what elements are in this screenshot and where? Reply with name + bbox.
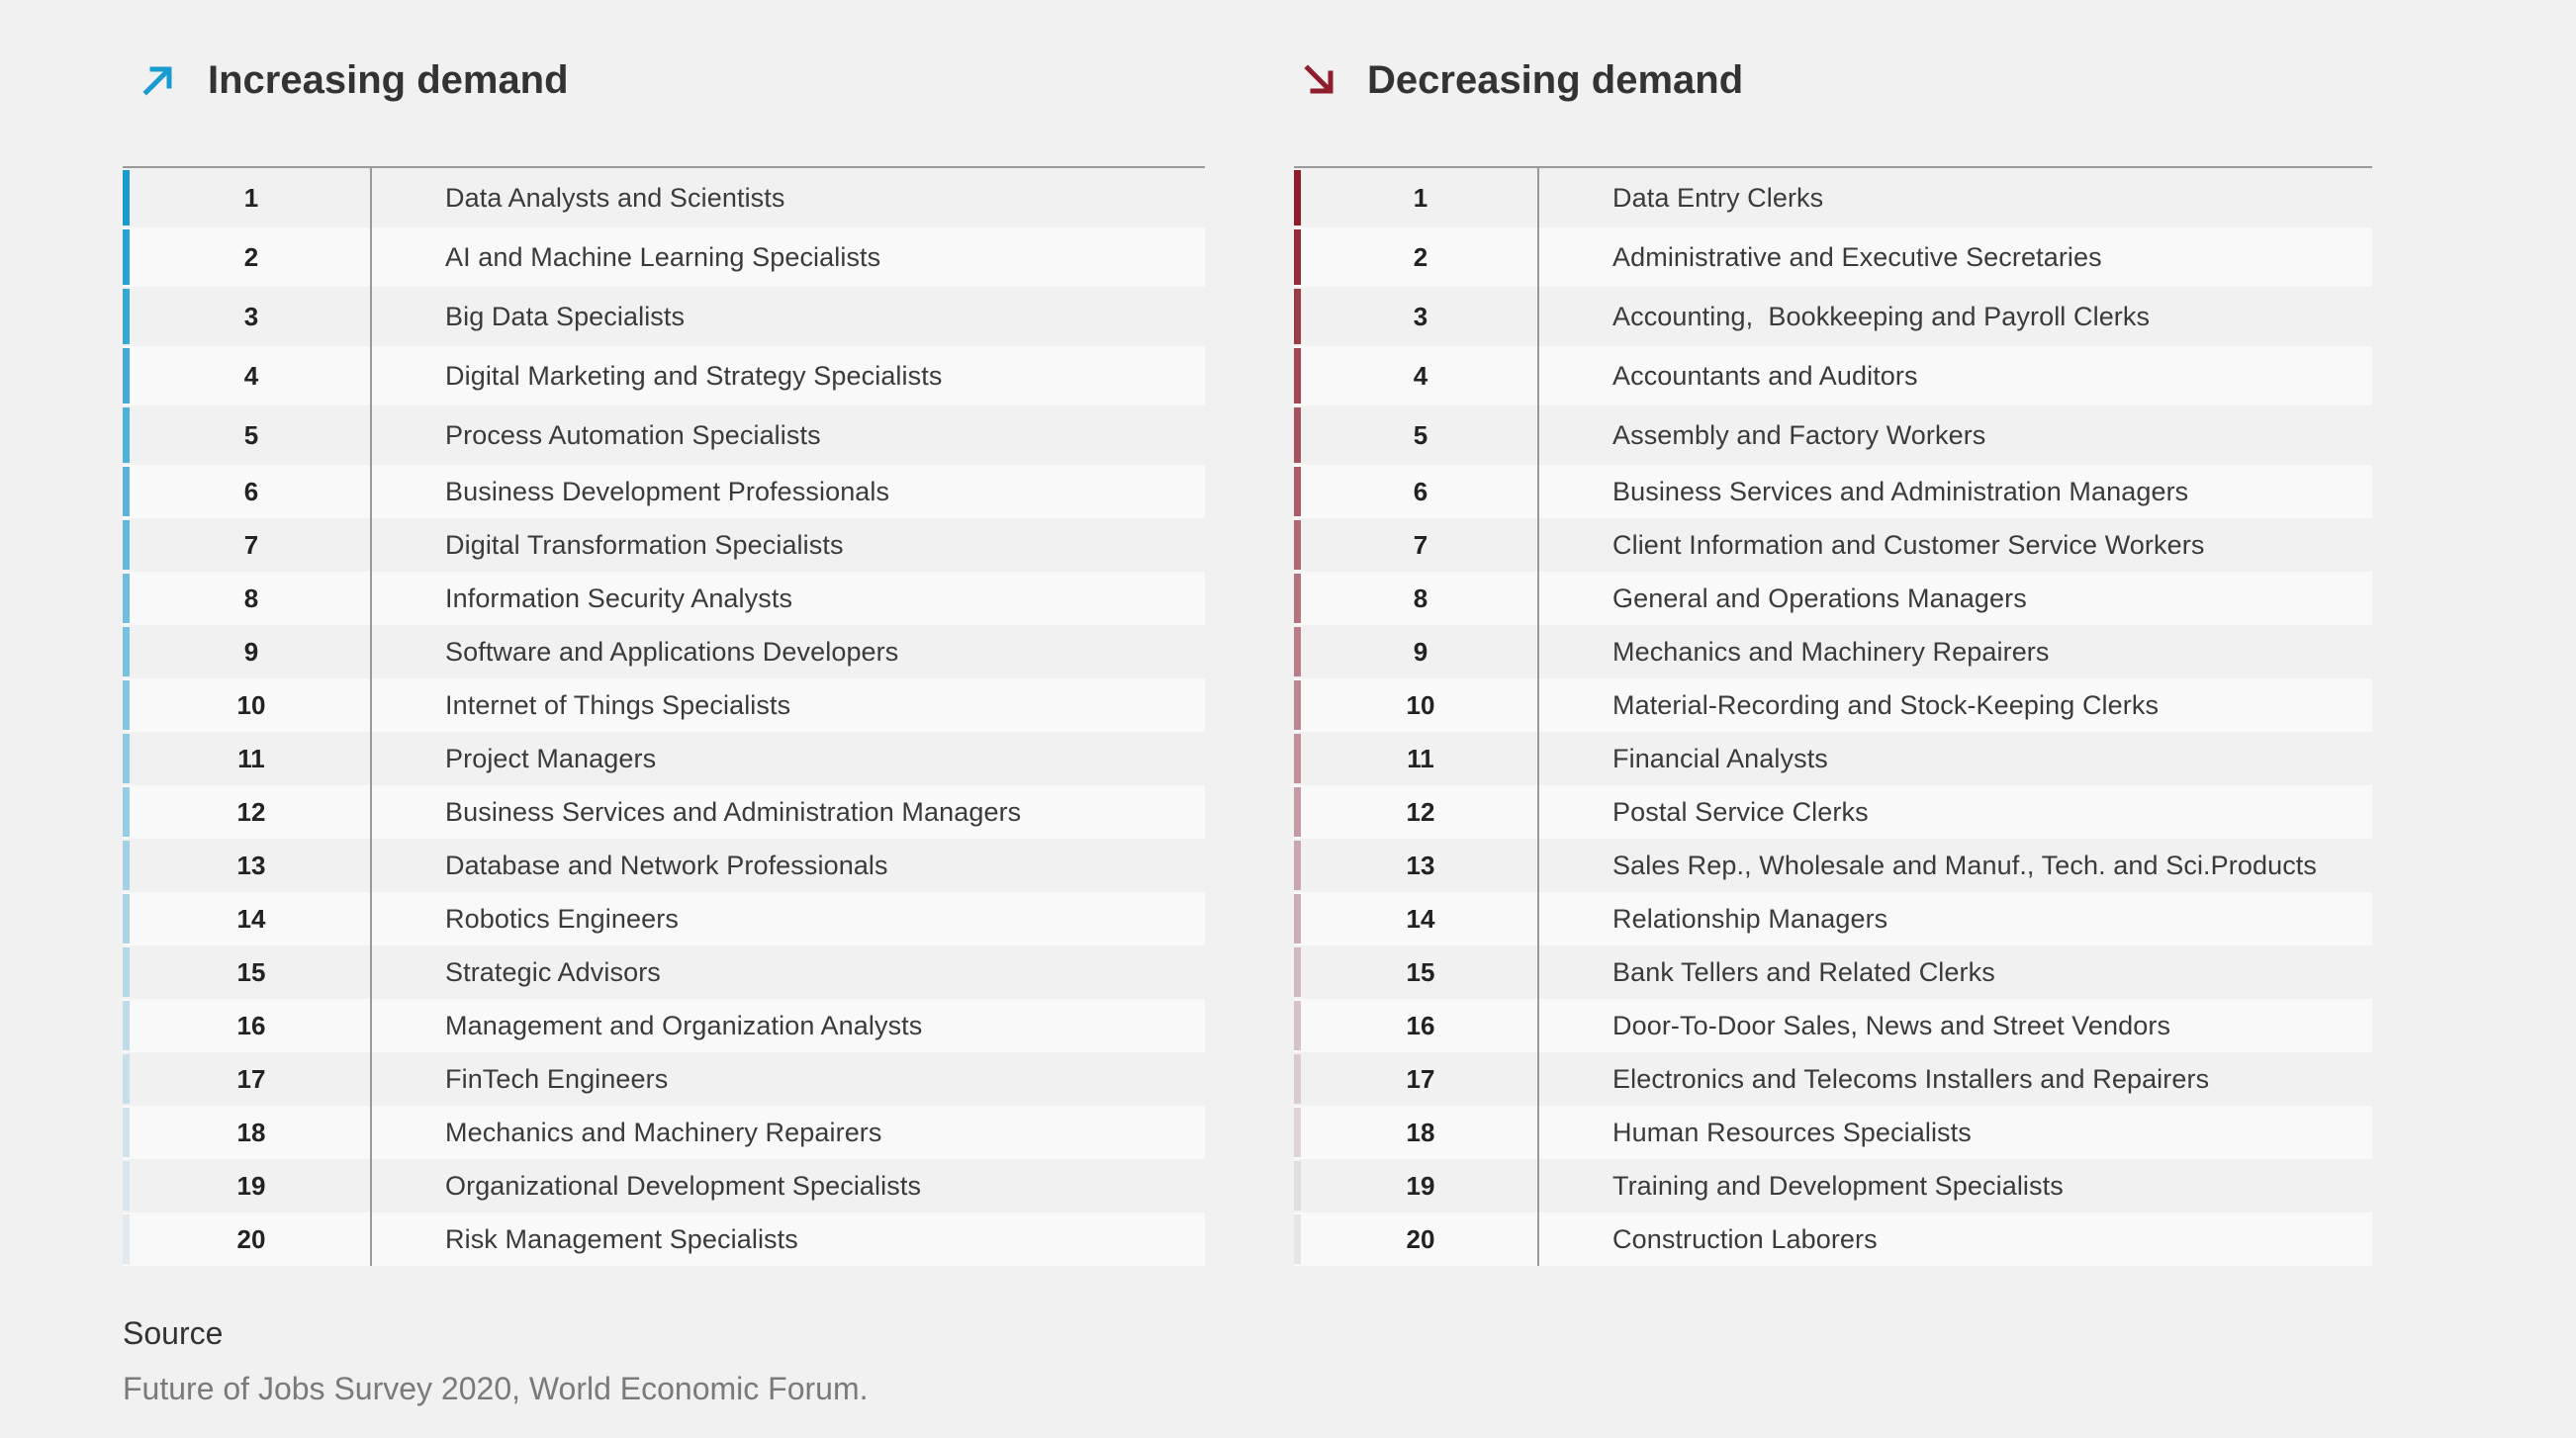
rank-number: 6 <box>1294 465 1539 518</box>
job-title: Software and Applications Developers <box>445 636 899 667</box>
rank-number: 12 <box>123 785 372 839</box>
table-row <box>1294 227 2372 287</box>
rank-number: 17 <box>1294 1052 1539 1106</box>
rank-number: 7 <box>123 518 372 572</box>
table-row <box>1294 168 2372 227</box>
table-row <box>123 518 1205 572</box>
job-title: Business Development Professionals <box>445 476 890 506</box>
rank-number: 10 <box>123 678 372 732</box>
rank-color-bar <box>1294 1108 1301 1157</box>
job-title: Information Security Analysts <box>445 583 793 613</box>
rank-color-bar <box>123 947 130 997</box>
decreasing-demand-table <box>1294 166 2372 1266</box>
increasing-demand-header <box>123 51 569 109</box>
job-title: General and Operations Managers <box>1612 583 2027 613</box>
rank-number: 4 <box>1294 346 1539 405</box>
job-title: Administrative and Executive Secretaries <box>1612 241 2102 272</box>
job-title: Financial Analysts <box>1612 743 1828 773</box>
table-row <box>1294 678 2372 732</box>
arrow-down-right-icon <box>1296 56 1343 104</box>
job-title: Data Analysts and Scientists <box>445 182 785 213</box>
rank-number: 20 <box>123 1213 372 1266</box>
table-row <box>123 839 1205 892</box>
rank-number: 5 <box>123 405 372 465</box>
job-title: Organizational Development Specialists <box>445 1170 922 1201</box>
rank-number: 14 <box>1294 892 1539 945</box>
rank-color-bar <box>1294 734 1301 783</box>
table-row <box>123 227 1205 287</box>
table-row <box>123 678 1205 732</box>
rank-color-bar <box>123 1214 130 1264</box>
job-title: Project Managers <box>445 743 657 773</box>
increasing-demand-title: Increasing demand <box>208 57 569 102</box>
rank-color-bar <box>123 170 130 225</box>
rank-number: 13 <box>1294 839 1539 892</box>
job-title: Bank Tellers and Related Clerks <box>1612 956 1995 987</box>
rank-number: 17 <box>123 1052 372 1106</box>
rank-number: 9 <box>1294 625 1539 678</box>
table-row <box>123 572 1205 625</box>
rank-color-bar <box>1294 947 1301 997</box>
rank-color-bar <box>1294 467 1301 516</box>
rank-color-bar <box>1294 574 1301 623</box>
rank-color-bar <box>1294 894 1301 944</box>
job-title: Digital Marketing and Strategy Specialists <box>445 360 943 391</box>
rank-number: 3 <box>1294 287 1539 346</box>
job-title: Risk Management Specialists <box>445 1223 798 1254</box>
job-title: Training and Development Specialists <box>1612 1170 2064 1201</box>
table-row <box>1294 1106 2372 1159</box>
job-title: Management and Organization Analysts <box>445 1010 923 1040</box>
rank-number: 19 <box>1294 1159 1539 1213</box>
rank-number: 2 <box>123 227 372 287</box>
rank-number: 9 <box>123 625 372 678</box>
rank-color-bar <box>123 1108 130 1157</box>
table-row <box>123 346 1205 405</box>
table-row <box>1294 625 2372 678</box>
rank-color-bar <box>1294 289 1301 344</box>
rank-color-bar <box>1294 1001 1301 1050</box>
rank-number: 20 <box>1294 1213 1539 1266</box>
rank-color-bar <box>1294 1161 1301 1211</box>
rank-number: 11 <box>123 732 372 785</box>
rank-color-bar <box>1294 627 1301 676</box>
table-row <box>1294 945 2372 999</box>
job-title: Internet of Things Specialists <box>445 689 791 720</box>
table-row <box>123 785 1205 839</box>
table-row <box>123 465 1205 518</box>
rank-color-bar <box>123 734 130 783</box>
table-row <box>123 168 1205 227</box>
rank-color-bar <box>123 1001 130 1050</box>
table-row <box>123 892 1205 945</box>
job-title: Mechanics and Machinery Repairers <box>445 1117 882 1147</box>
rank-number: 7 <box>1294 518 1539 572</box>
table-row <box>1294 405 2372 465</box>
rank-number: 13 <box>123 839 372 892</box>
table-row <box>1294 892 2372 945</box>
job-title: Business Services and Administration Managers <box>1612 476 2189 506</box>
rank-number: 15 <box>123 945 372 999</box>
rank-number: 12 <box>1294 785 1539 839</box>
rank-color-bar <box>1294 1214 1301 1264</box>
rank-color-bar <box>123 574 130 623</box>
rank-number: 18 <box>1294 1106 1539 1159</box>
table-row <box>123 1106 1205 1159</box>
table-row <box>1294 1052 2372 1106</box>
table-row <box>1294 839 2372 892</box>
job-title: Postal Service Clerks <box>1612 796 1869 827</box>
rank-color-bar <box>123 1161 130 1211</box>
rank-number: 5 <box>1294 405 1539 465</box>
table-row <box>123 732 1205 785</box>
rank-number: 4 <box>123 346 372 405</box>
table-row <box>1294 785 2372 839</box>
table-row <box>123 287 1205 346</box>
job-title: Database and Network Professionals <box>445 850 888 880</box>
job-title: Material-Recording and Stock-Keeping Clerks <box>1612 689 2160 720</box>
rank-color-bar <box>1294 680 1301 730</box>
job-title: Electronics and Telecoms Installers and Repairers <box>1612 1063 2210 1094</box>
table-row <box>123 1159 1205 1213</box>
rank-color-bar <box>123 467 130 516</box>
rank-color-bar <box>1294 170 1301 225</box>
job-title: Process Automation Specialists <box>445 419 821 450</box>
table-row <box>1294 999 2372 1052</box>
rank-number: 8 <box>1294 572 1539 625</box>
table-row <box>1294 1159 2372 1213</box>
rank-color-bar <box>123 680 130 730</box>
rank-color-bar <box>123 520 130 570</box>
rank-color-bar <box>1294 520 1301 570</box>
table-row <box>1294 732 2372 785</box>
rank-color-bar <box>1294 229 1301 285</box>
rank-color-bar <box>123 407 130 463</box>
job-title: Robotics Engineers <box>445 903 679 934</box>
table-row <box>1294 572 2372 625</box>
rank-number: 16 <box>123 999 372 1052</box>
rank-color-bar <box>123 841 130 890</box>
job-title: Construction Laborers <box>1612 1223 1878 1254</box>
rank-number: 8 <box>123 572 372 625</box>
job-title: Digital Transformation Specialists <box>445 529 844 560</box>
rank-color-bar <box>123 787 130 837</box>
job-title: Accounting, Bookkeeping and Payroll Clerks <box>1612 301 2151 331</box>
job-title: Relationship Managers <box>1612 903 1888 934</box>
rank-color-bar <box>1294 407 1301 463</box>
rank-number: 19 <box>123 1159 372 1213</box>
job-title: Business Services and Administration Managers <box>445 796 1022 827</box>
rank-color-bar <box>1294 348 1301 404</box>
source-label: Source <box>123 1315 224 1351</box>
rank-color-bar <box>123 894 130 944</box>
job-title: Assembly and Factory Workers <box>1612 419 1986 450</box>
decreasing-demand-header <box>1294 51 1743 109</box>
job-title: Data Entry Clerks <box>1612 182 1824 213</box>
table-row <box>1294 1213 2372 1266</box>
rank-color-bar <box>123 229 130 285</box>
table-row <box>1294 346 2372 405</box>
table-row <box>123 625 1205 678</box>
table-row <box>1294 518 2372 572</box>
job-title: Human Resources Specialists <box>1612 1117 1972 1147</box>
job-title: Big Data Specialists <box>445 301 686 331</box>
job-title: Mechanics and Machinery Repairers <box>1612 636 2050 667</box>
job-title: Strategic Advisors <box>445 956 661 987</box>
rank-number: 18 <box>123 1106 372 1159</box>
job-title: AI and Machine Learning Specialists <box>445 241 881 272</box>
source-text: Future of Jobs Survey 2020, World Economic Forum. <box>123 1371 869 1406</box>
rank-number: 16 <box>1294 999 1539 1052</box>
table-row <box>123 1213 1205 1266</box>
table-row <box>123 1052 1205 1106</box>
rank-color-bar <box>123 348 130 404</box>
rank-number: 1 <box>1294 168 1539 227</box>
table-row <box>1294 465 2372 518</box>
job-title: Accountants and Auditors <box>1612 360 1918 391</box>
table-row <box>123 945 1205 999</box>
rank-color-bar <box>123 627 130 676</box>
job-title: Sales Rep., Wholesale and Manuf., Tech. and Sci.Products <box>1612 850 2317 880</box>
job-title: Door-To-Door Sales, News and Street Vendors <box>1612 1010 2171 1040</box>
job-title: FinTech Engineers <box>445 1063 669 1094</box>
rank-color-bar <box>1294 841 1301 890</box>
arrow-up-right-icon <box>135 56 182 104</box>
job-title: Client Information and Customer Service Workers <box>1612 529 2205 560</box>
rank-number: 2 <box>1294 227 1539 287</box>
rank-color-bar <box>123 1054 130 1104</box>
rank-number: 15 <box>1294 945 1539 999</box>
rank-number: 14 <box>123 892 372 945</box>
increasing-demand-table <box>123 166 1205 1266</box>
rank-number: 3 <box>123 287 372 346</box>
table-row <box>123 999 1205 1052</box>
table-row <box>123 405 1205 465</box>
rank-number: 10 <box>1294 678 1539 732</box>
rank-number: 11 <box>1294 732 1539 785</box>
rank-color-bar <box>1294 1054 1301 1104</box>
rank-color-bar <box>1294 787 1301 837</box>
table-row <box>1294 287 2372 346</box>
rank-number: 6 <box>123 465 372 518</box>
decreasing-demand-title: Decreasing demand <box>1367 57 1744 102</box>
rank-color-bar <box>123 289 130 344</box>
rank-number: 1 <box>123 168 372 227</box>
